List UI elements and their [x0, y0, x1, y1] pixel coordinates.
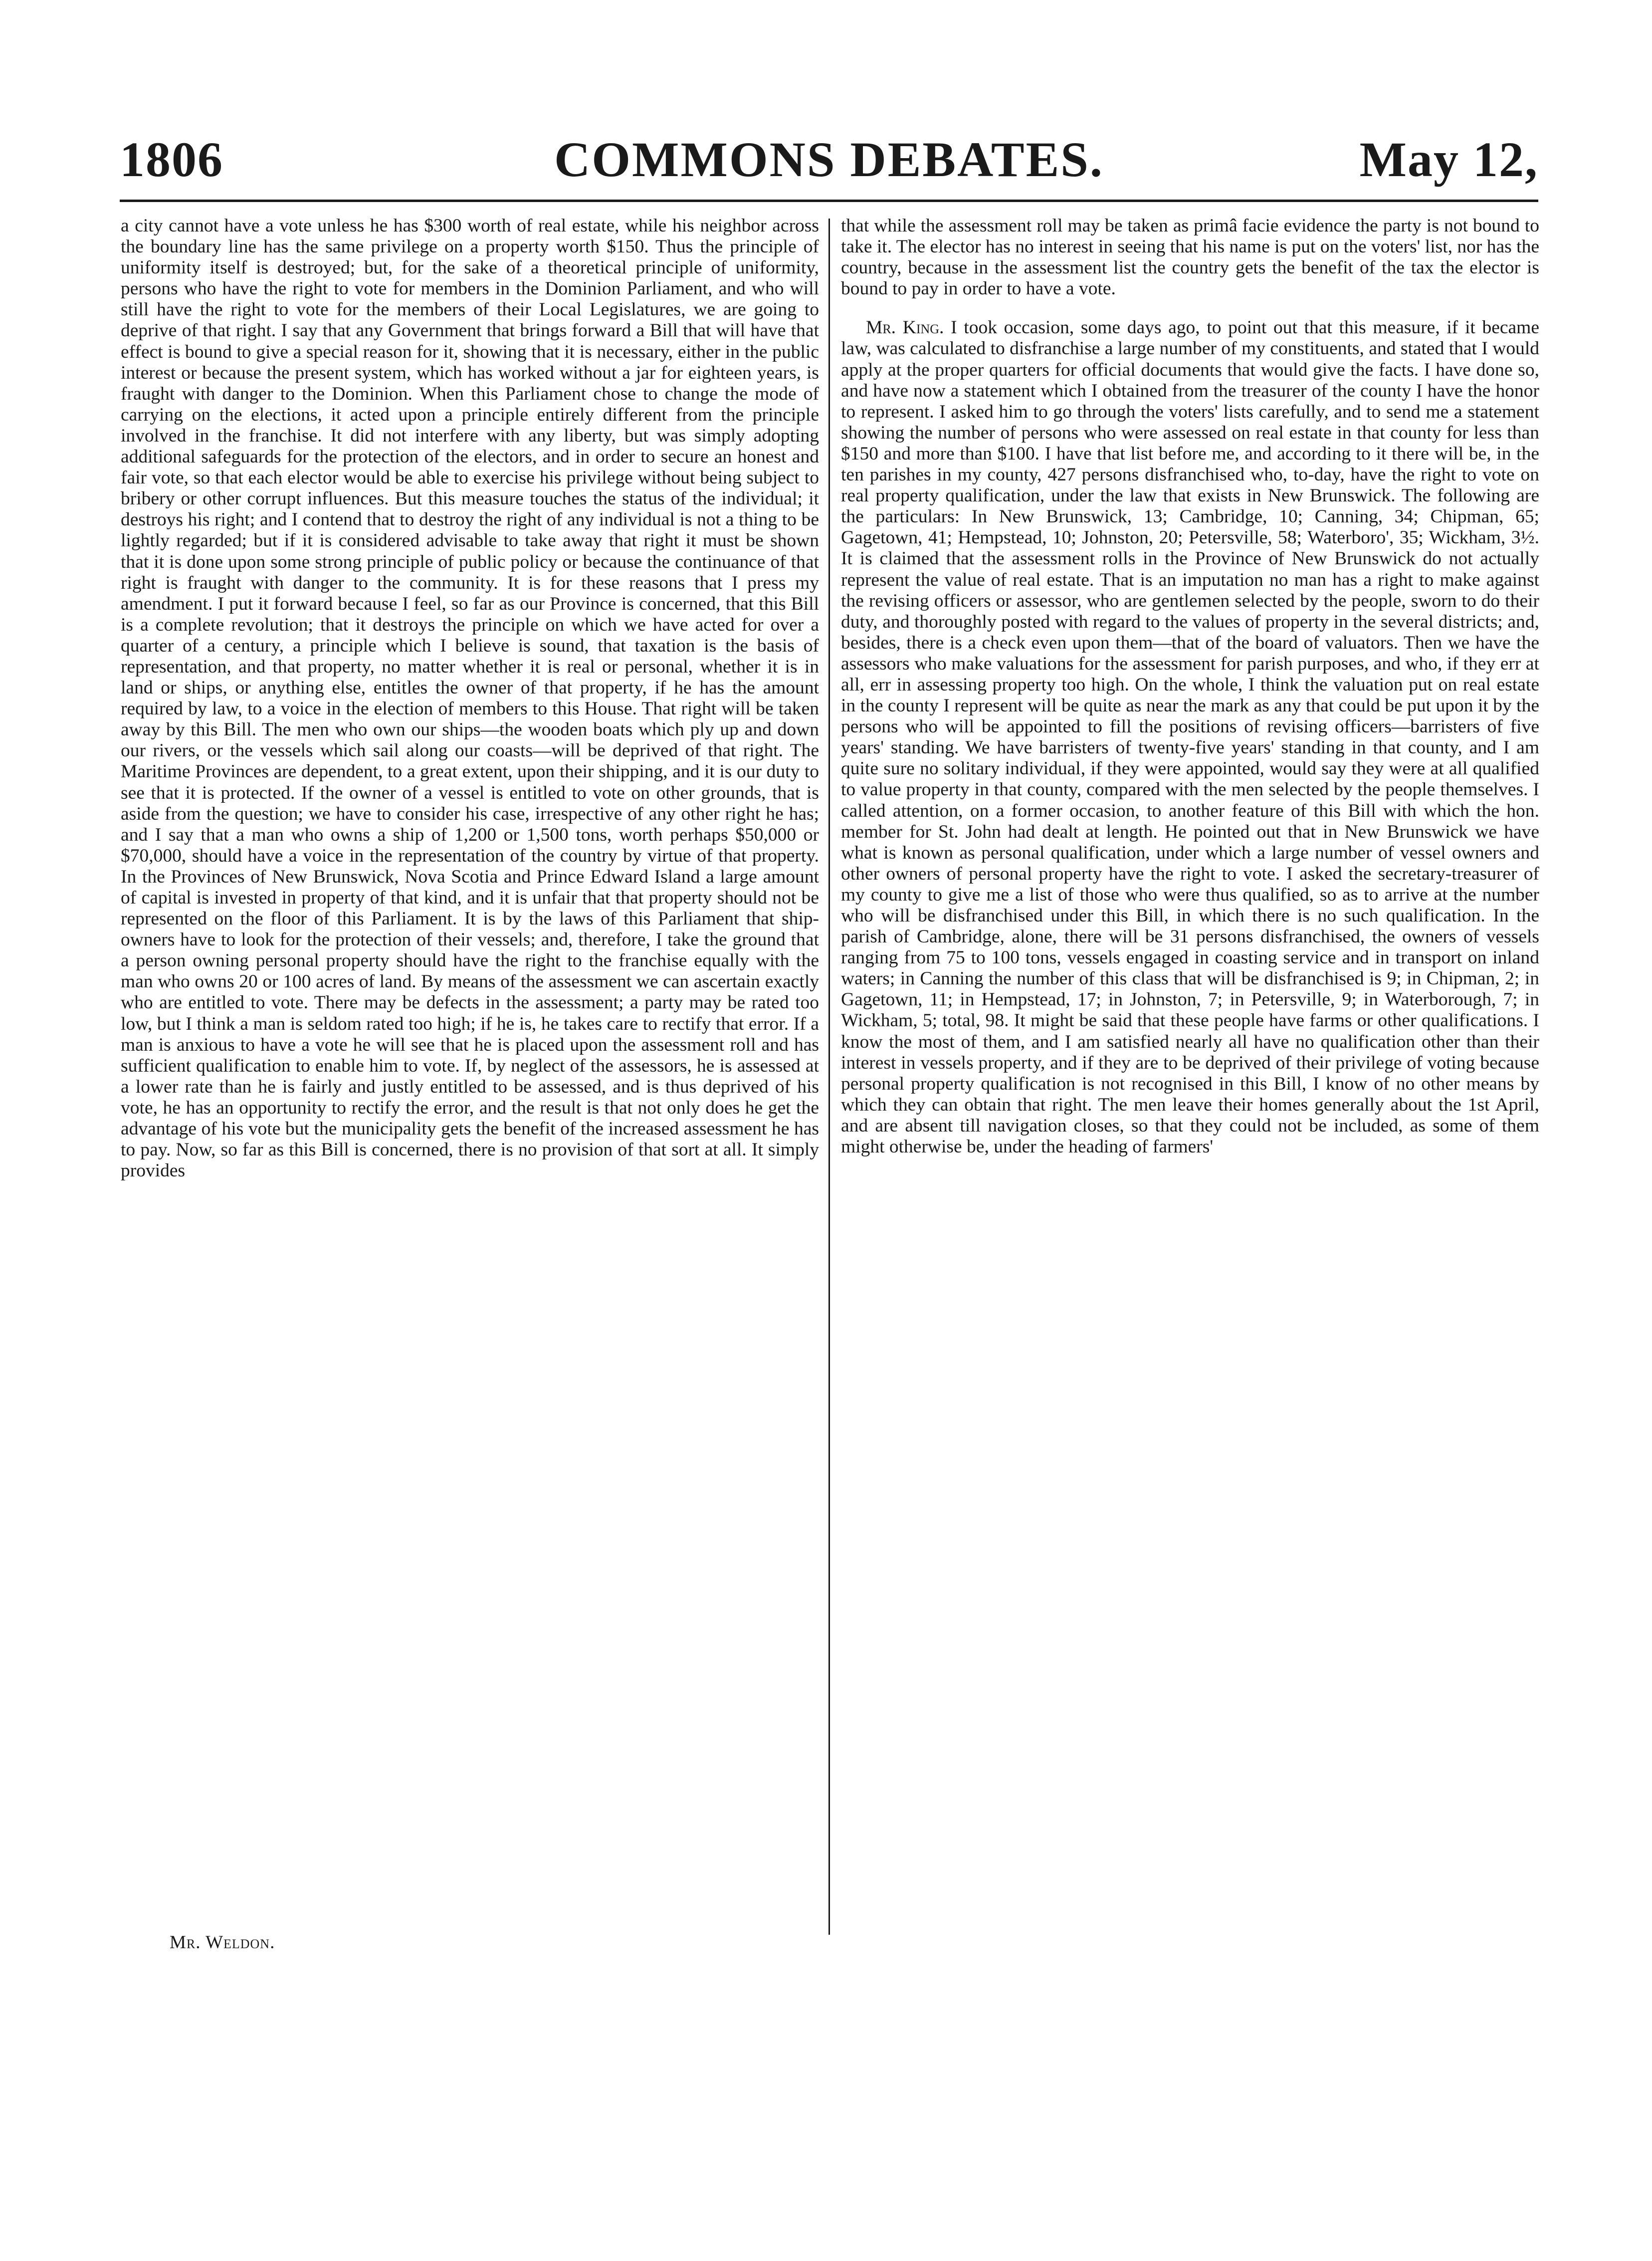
right-column-paragraph-1: that while the assessment roll may be taken as primâ facie evidence the party is not bound to take it. The elector has no interest in seeing that his name is put on the voters' list, nor has the country, because in the assessment list the country gets the benefit of the tax the elector is bound to pay in order to have a vote.: [841, 216, 1539, 299]
running-title: COMMONS DEBATES.: [554, 132, 1104, 187]
left-column-paragraph: a city cannot have a vote unless he has $300 worth of real estate, while his neighbor across the boundary line has the same privilege on a property worth $150. Thus the principle of uniformity itself is destroyed; but, for the sake of a theoretical principle of uniformity, persons who have the right to vote for members in the Dominion Parliament, and who will still have the right to vote for the members of their Local Legislatures, we are going to deprive of that right. I say that any Government that brings forward a Bill that will have that effect is bound to give a special reason for it, showing that it is necessary, either in the public interest or because the present system, which has worked without a jar for eighteen years, is fraught with danger to the Dominion. When this Parliament chose to change the mode of carrying on the elections, it acted upon a principle entirely different from the principle involved in the franchise. It did not interfere with any liberty, but was simply adopting additional safeguards for the protection of the electors, and in order to secure an honest and fair vote, so that each elector would be able to exercise his privilege without being subject to bribery or other corrupt influences. But this measure touches the status of the individual; it destroys his right; and I contend that to destroy the right of any individual is not a thing to be lightly regarded; but if it is considered advisable to take away that right it must be shown that it is done upon some strong principle of public policy or because the continuance of that right is fraught with danger to the community. It is for these reasons that I press my amendment. I put it forward because I feel, so far as our Province is concerned, that this Bill is a complete revolution; that it destroys the principle on which we have acted for over a quarter of a century, a principle which I believe is sound, that taxation is the basis of representation, and that property, no matter whether it is real or personal, whether it is in land or ships, or anything else, entitles the owner of that property, if he has the amount required by law, to a voice in the election of members to this House. That right will be taken away by this Bill. The men who own our ships—the wooden boats which ply up and down our rivers, or the vessels which sail along our coasts—will be deprived of that right. The Maritime Provinces are dependent, to a great extent, upon their shipping, and it is our duty to see that it is protected. If the owner of a vessel is entitled to vote on other grounds, that is aside from the question; we have to consider his case, irrespective of any other right he has; and I say that a man who owns a ship of 1,200 or 1,500 tons, worth perhaps $50,000 or $70,000, should have a voice in the representation of the country by virtue of that property. In the Provinces of New Brunswick, Nova Scotia and Prince Edward Island a large amount of capital is invested in property of that kind, and it is unfair that that property should not be represented on the floor of this Parliament. It is by the laws of this Parliament that ship-owners have to look for the protection of their vessels; and, therefore, I take the ground that a person owning personal property should have the right to the franchise equally with the man who owns 20 or 100 acres of land. By means of the assessment we can ascertain exactly who are entitled to vote. There may be defects in the assessment; a party may be rated too low, but I think a man is seldom rated too high; if he is, he takes care to rectify that error. If a man is anxious to have a vote he will see that he is placed upon the assessment roll and has sufficient qualification to enable him to vote. If, by neglect of the assessors, he is assessed at a lower rate than he is fairly and justly entitled to be assessed, and is thus deprived of his vote, he has an opportunity to rectify the error, and the result is that not only does he get the advantage of his vote but the municipality gets the benefit of the increased assessment he has to pay. Now, so far as this Bill is concerned, there is no provision of that sort at all. It simply provides: [121, 216, 819, 1181]
right-column: [841, 216, 1539, 1157]
page-header: [120, 131, 1538, 211]
header-rule: [120, 200, 1538, 202]
column-divider: [828, 219, 830, 1935]
page-number: 1806: [120, 132, 223, 187]
catchword: Mr. Weldon.: [170, 1932, 275, 1953]
left-column: [121, 216, 819, 1181]
right-column-paragraph-2: [841, 317, 1539, 1157]
speaker-name: Mr. King.: [866, 317, 944, 338]
speech-text: I took occasion, some days ago, to point out that this measure, if it became law, was calculated to disfranchise a large number of my constituents, and stated that I would apply at the proper quarters for official documents that would give the facts. I have done so, and have now a statement which I obtained from the treasurer of the county I have the honor to represent. I asked him to go through the voters' lists carefully, and to send me a statement showing the number of persons who were assessed on real estate in that county for less than $150 and more than $100. I have that list before me, and according to it there will be, in the ten parishes in my county, 427 persons disfranchised who, to-day, have the right to vote on real property qualification, under the law that exists in New Brunswick. The following are the particulars: In New Brunswick, 13; Cambridge, 10; Canning, 34; Chipman, 65; Gagetown, 41; Hempstead, 10; Johnston, 20; Petersville, 58; Waterboro', 35; Wickham, 3½. It is claimed that the assessment rolls in the Province of New Brunswick do not actually represent the value of real estate. That is an imputation no man has a right to make against the revising officers or assessor, who are gentlemen selected by the people, sworn to do their duty, and thoroughly posted with regard to the values of property in the several districts; and, besides, there is a check even upon them—that of the board of valuators. Then we have the assessors who make valuations for the assessment for parish purposes, and who, if they err at all, err in assessing property too high. On the whole, I think the valuation put on real estate in the county I represent will be quite as near the mark as any that could be put upon it by the persons who will be appointed to fill the positions of revising officers—barristers of five years' standing. We have barristers of twenty-five years' standing in that county, and I am quite sure no solitary individual, if they were appointed, would say they were at all qualified to value property in that county, compared with the men selected by the people themselves. I called attention, on a former occasion, to another feature of this Bill with which the hon. member for St. John had dealt at length. He pointed out that in New Brunswick we have what is known as personal qualification, under which a large number of vessel owners and other owners of personal property have the right to vote. I asked the secretary-treasurer of my county to give me a list of those who were thus qualified, so as to arrive at the number who will be disfranchised under this Bill, in which there is no such qualification. In the parish of Cambridge, alone, there will be 31 persons disfranchised, the owners of vessels ranging from 75 to 100 tons, vessels engaged in coasting service and in transport on inland waters; in Canning the number of this class that will be disfranchised is 9; in Chipman, 2; in Gagetown, 11; in Hempstead, 17; in Johnston, 7; in Petersville, 9; in Waterborough, 7; in Wickham, 5; total, 98. It might be said that these people have farms or other qualifications. I know the most of them, and I am satisfied nearly all have no qualification other than their interest in vessels property, and if they are to be deprived of their privilege of voting because personal property qualification is not recognised in this Bill, I know of no other means by which they can obtain that right. The men leave their homes generally about the 1st April, and are absent till navigation closes, so that they could not be included, as some of them might otherwise be, under the heading of farmers': [841, 317, 1539, 1157]
header-date: May 12,: [1359, 132, 1538, 187]
